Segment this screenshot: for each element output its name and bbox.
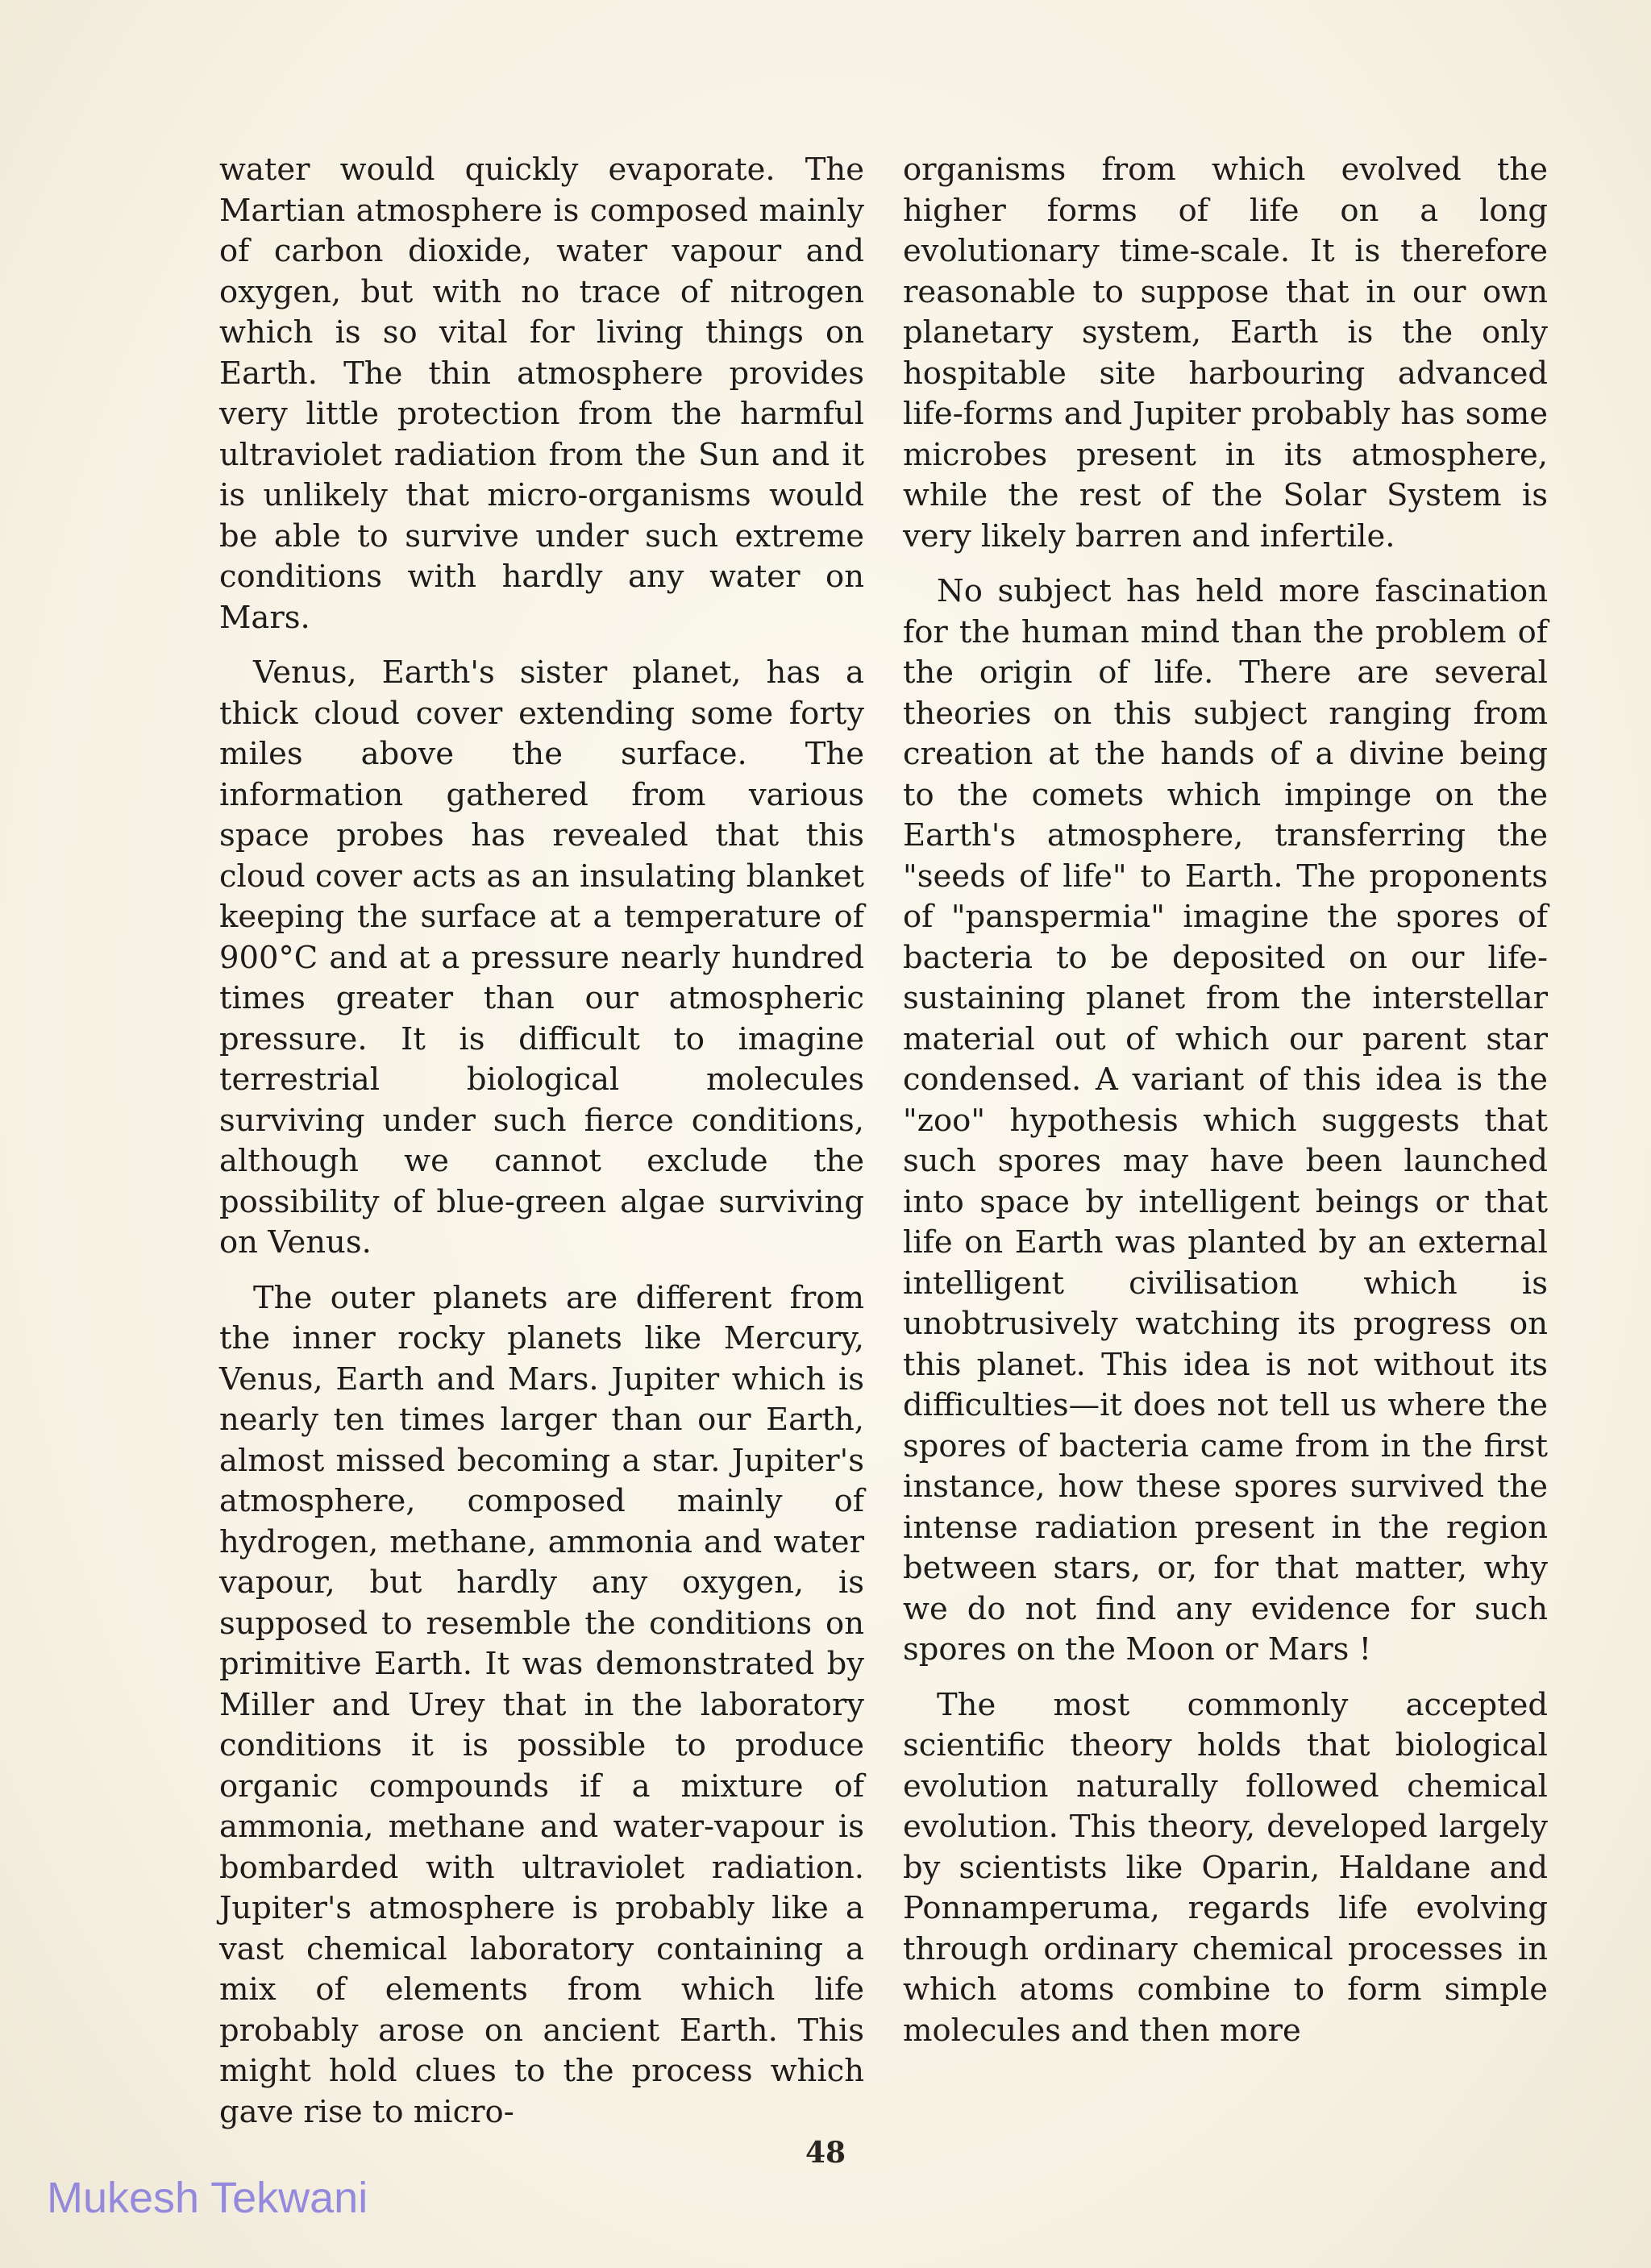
page-number: 48 [805,2136,846,2170]
paragraph: The most commonly accepted scientific theory holds that biological evolution naturally followed chemical evolution. This theory, developed largely by scientists like Oparin, Haldane and Ponnamperuma, regards life evolving through ordinary chemical processes in which atoms combine to form simple molecules and then more [903,1686,1548,2049]
watermark-text: Mukesh Tekwani [47,2174,368,2222]
paragraph: water would quickly evaporate. The Martian atmosphere is composed mainly of carbon dioxide, water vapour and oxygen, but with no trace of nitrogen which is so vital for living things on Earth. The thin atmosphere provides very little protection from the harmful ultraviolet radiation from the Sun and it is unlikely that micro-organisms would be able to survive under such extreme conditions with hardly any water on Mars. [219,152,864,636]
right-column [903,150,1548,2066]
paragraph: organisms from which evolved the higher forms of life on a long evolutionary time-scale. It is therefore reasonable to suppose that in our own planetary system, Earth is the only hospitable site harbouring advanced life-forms and Jupiter probably has some microbes present in its atmosphere, while the rest of the Solar System is very likely barren and infertile. [903,152,1548,555]
left-column [219,150,864,2147]
paragraph: The outer planets are different from the inner rocky planets like Mercury, Venus, Earth and Mars. Jupiter which is nearly ten times larger than our Earth, almost missed becoming a star. Jupiter's atmosphere, composed mainly of hydrogen, methane, ammonia and water vapour, but hardly any oxygen, is supposed to resemble the conditions on primitive Earth. It was demonstrated by Miller and Urey that in the laboratory conditions it is possible to produce organic compounds if a mixture of ammonia, methane and water-vapour is bombarded with ultraviolet radiation. Jupiter's atmosphere is probably like a vast chemical laboratory containing a mix of elements from which life probably arose on ancient Earth. This might hold clues to the process which gave rise to micro- [219,1279,864,2130]
paragraph: No subject has held more fascination for the human mind than the problem of the origin of life. There are several theories on this subject ranging from creation at the hands of a divine being to the comets which impinge on the Earth's atmosphere, transferring the "seeds of life" to Earth. The proponents of "panspermia" imagine the spores of bacteria to be deposited on our life-sustaining planet from the interstellar material out of which our parent star condensed. A variant of this idea is the "zoo" hypothesis which suggests that such spores may have been launched into space by intelligent beings or that life on Earth was planted by an external intelligent civilisation which is unobtrusively watching its progress on this planet. This idea is not without its difficulties—it does not tell us where the spores of bacteria came from in the first instance, how these spores survived the intense radiation present in the region between stars, or, for that matter, why we do not find any evidence for such spores on the Moon or Mars ! [903,573,1548,1668]
paragraph: Venus, Earth's sister planet, has a thick cloud cover extending some forty miles above the surface. The information gathered from various space probes has revealed that this cloud cover acts as an insulating blanket keeping the surface at a temperature of 900°C and at a pressure nearly hundred times greater than our atmospheric pressure. It is difficult to imagine terrestrial biological molecules surviving under such fierce conditions, although we cannot exclude the possibility of blue-green algae surviving on Venus. [219,654,864,1261]
